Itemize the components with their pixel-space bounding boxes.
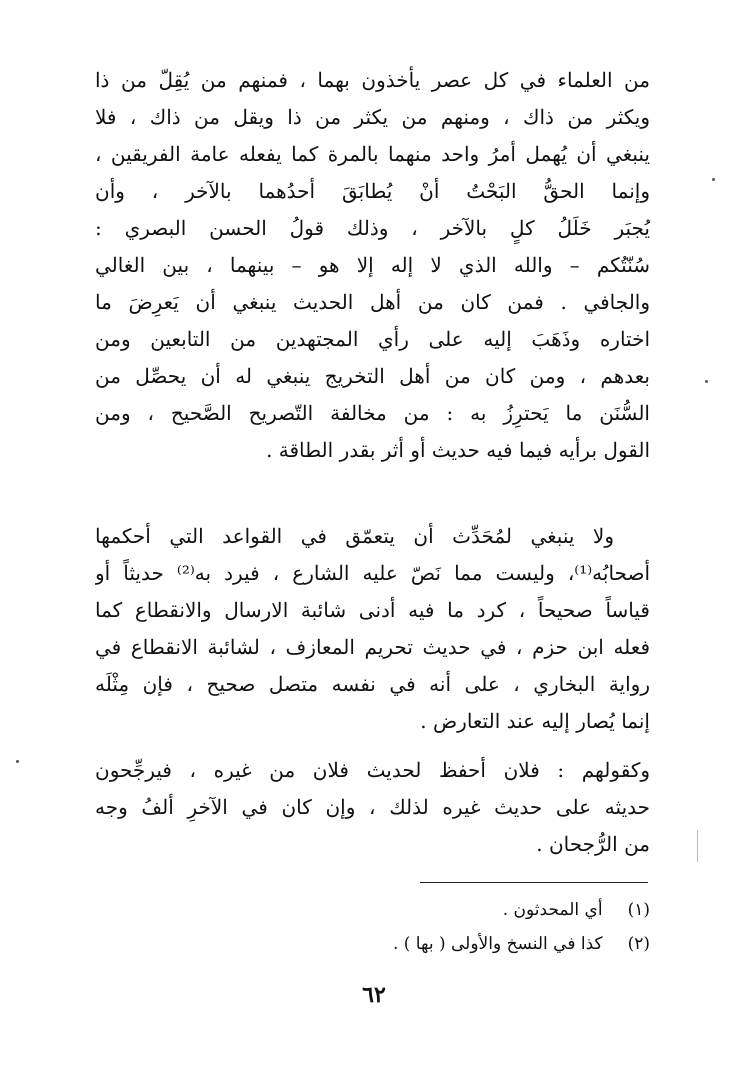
text-line: ويكثر من ذاك ، ومنهم من يكثر من ذا ويقل من ذاك ، فلا [95,105,650,129]
text-line: حديثه على حديث غيره لذلك ، وإن كان في الآخرِ ألفُ وجه [95,795,650,819]
scan-speck [16,760,19,763]
footnote-number: (١) [627,900,650,920]
footnote-divider [420,882,648,883]
scan-speck [705,380,708,383]
text-line: وإنما الحقُّ البَحْتُ أنْ يُطابَقَ أحدُهما بالآخر ، وأن [95,179,650,203]
text-line: والجافي . فمن كان من أهل الحديث ينبغي أن يَعرِضَ ما [95,290,650,314]
footnote-1 [300,893,650,927]
text-line: بعدهم ، ومن كان من أهل التخريج ينبغي له أن يحصِّل من [95,364,650,388]
paragraph-3 [95,752,650,863]
footnotes [300,893,650,961]
page-number: ٦٢ [362,982,386,1008]
footnote-2 [300,927,650,961]
text-line: من العلماء في كل عصر يأخذون بهما ، فمنهم من يُقِلّ من ذا [95,68,650,92]
scan-speck [712,178,715,181]
footnote-text: كذا في النسخ والأولى ( بها ) . [392,934,603,954]
text-line: يُجبَر خَلَلُ كلٍ بالآخر ، وذلك قولُ الحسن البصري : [95,216,650,240]
text-line: قياساً صحيحاً ، كرد ما فيه أدنى شائبة الارسال والانقطاع كما [95,598,650,622]
text-line: ينبغي أن يُهمل أمرُ واحد منهما بالمرة كما يفعله عامة الفريقين ، [95,142,650,166]
text-line: سُنّتُكم – والله الذي لا إله إلا هو – بينهما ، بين الغالي [95,253,650,277]
footnote-text: أي المحدثون . [502,900,603,920]
scan-edge-mark [697,830,698,862]
text-line: من الرُّجحان . [536,832,650,856]
text-line: رواية البخاري ، على أنه في نفسه متصل صحيح ، فإن مِثْلَه [95,672,650,696]
text-line: إنما يُصار إليه عند التعارض . [420,709,650,733]
text-line: فعله ابن حزم ، في حديث تحريم المعازف ، لشائبة الانقطاع في [95,635,650,659]
text-line: القول برأيه فيما فيه حديث أو أثر بقدر الطاقة . [266,438,650,462]
text-line: أصحابُه⁽¹⁾، وليست مما نَصّ عليه الشارع ، فيرد به⁽²⁾ حديثاً أو [95,561,650,585]
paragraph-2 [95,518,650,740]
paragraph-1 [95,62,650,469]
text-line: اختاره وذَهَبَ إليه على رأي المجتهدين من التابعين ومن [95,327,650,351]
text-line: ولا ينبغي لمُحَدِّث أن يتعمّق في القواعد التي أحكمها [95,524,614,548]
text-line: وكقولهم : فلان أحفظ لحديث فلان من غيره ، فيرجِّحون [95,758,650,782]
text-line: السُّنَن ما يَحترِزُ به : من مخالفة التّصريح الصَّحيح ، ومن [95,401,650,425]
footnote-number: (٢) [627,934,650,954]
